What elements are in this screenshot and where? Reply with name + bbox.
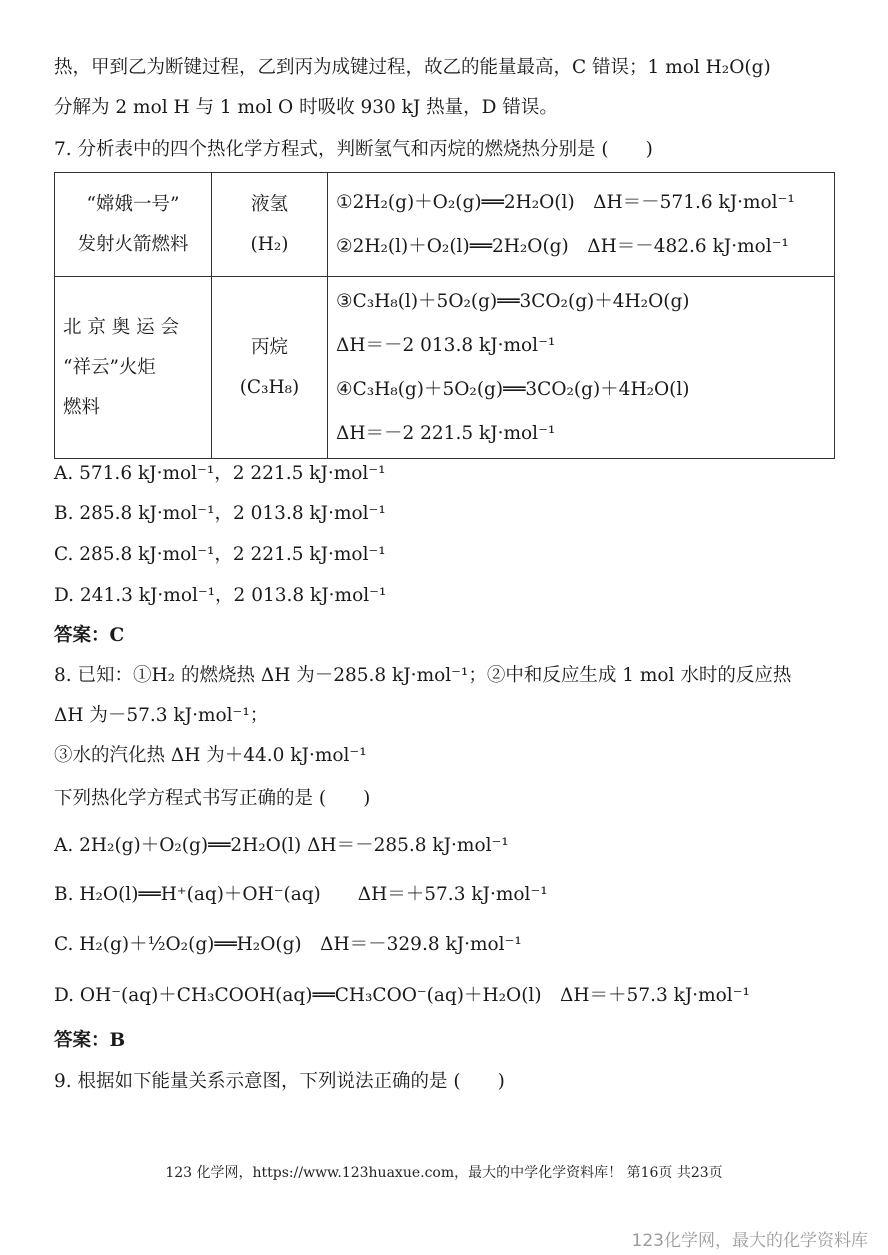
use-text: 燃料 — [63, 396, 101, 418]
use-text: “嫦娥一号” — [86, 193, 180, 215]
q7-option-d: D. 241.3 kJ·mol⁻¹，2 013.8 kJ·mol⁻¹ — [54, 585, 387, 606]
equation-2: ②2H₂(l)＋O₂(l)══2H₂O(g) ΔH＝－482.6 kJ·mol⁻¹ — [336, 235, 789, 257]
table-cell-equations — [328, 277, 835, 459]
question-7-stem: 7. 分析表中的四个热化学方程式，判断氢气和丙烷的燃烧热分别是 ( ) — [54, 139, 653, 160]
site-watermark: 123化学网，最大的化学资料库 — [631, 1231, 868, 1251]
use-text: 北 京 奥 运 会 — [63, 316, 180, 338]
fuel-formula: (H₂) — [250, 233, 289, 255]
question-8-stem-1: 8. 已知：①H₂ 的燃烧热 ΔH 为－285.8 kJ·mol⁻¹；②中和反应生成 1 mol 水时的反应热 — [54, 665, 792, 686]
q8-option-d: D. OH⁻(aq)＋CH₃COOH(aq)══CH₃COO⁻(aq)＋H₂O(l) ΔH＝＋57.3 kJ·mol⁻¹ — [54, 985, 750, 1006]
table-row — [55, 173, 835, 277]
question-8-stem-3: ③水的汽化热 ΔH 为＋44.0 kJ·mol⁻¹ — [54, 745, 367, 766]
table-cell-fuel — [212, 277, 328, 459]
table-cell-use — [55, 277, 212, 459]
q7-answer: 答案：C — [54, 625, 125, 646]
use-text: “祥云”火炬 — [63, 356, 156, 378]
fuel-name: 液氢 — [250, 193, 288, 215]
text-line-2: 分解为 2 mol H 与 1 mol O 时吸收 930 kJ 热量，D 错误。 — [54, 97, 558, 118]
fuel-name: 丙烷 — [250, 336, 288, 358]
table-cell-fuel — [212, 173, 328, 277]
equation-1: ①2H₂(g)＋O₂(g)══2H₂O(l) ΔH＝－571.6 kJ·mol⁻¹ — [336, 191, 795, 213]
text-line-1: 热，甲到乙为断键过程，乙到丙为成键过程，故乙的能量最高，C 错误；1 mol H₂O(g) — [54, 57, 771, 78]
equation-3: ③C₃H₈(l)＋5O₂(g)══3CO₂(g)＋4H₂O(g) — [336, 290, 690, 312]
q7-option-b: B. 285.8 kJ·mol⁻¹，2 013.8 kJ·mol⁻¹ — [54, 503, 386, 524]
q7-option-c: C. 285.8 kJ·mol⁻¹，2 221.5 kJ·mol⁻¹ — [54, 544, 386, 565]
table-row — [55, 277, 835, 459]
q7-option-a: A. 571.6 kJ·mol⁻¹，2 221.5 kJ·mol⁻¹ — [54, 463, 386, 484]
use-text: 发射火箭燃料 — [77, 233, 189, 255]
page-footer: 123 化学网，https://www.123huaxue.com，最大的中学化学资料库！ 第16页 共23页 — [165, 1165, 723, 1181]
question-8-stem-2: ΔH 为－57.3 kJ·mol⁻¹； — [54, 705, 269, 726]
question-9-stem: 9. 根据如下能量关系示意图，下列说法正确的是 ( ) — [54, 1071, 505, 1092]
q8-option-a: A. 2H₂(g)＋O₂(g)══2H₂O(l) ΔH＝－285.8 kJ·mol⁻¹ — [54, 835, 509, 856]
fuel-equation-table — [54, 172, 835, 459]
q8-option-c: C. H₂(g)＋½O₂(g)══H₂O(g) ΔH＝－329.8 kJ·mol⁻¹ — [54, 934, 522, 955]
question-8-stem-4: 下列热化学方程式书写正确的是 ( ) — [54, 788, 371, 809]
table-cell-use — [55, 173, 212, 277]
equation-3-dh: ΔH＝－2 013.8 kJ·mol⁻¹ — [336, 334, 556, 356]
equation-4-dh: ΔH＝－2 221.5 kJ·mol⁻¹ — [336, 422, 556, 444]
q8-option-b: B. H₂O(l)══H⁺(aq)＋OH⁻(aq) ΔH＝＋57.3 kJ·mol⁻¹ — [54, 884, 548, 905]
table-cell-equations — [328, 173, 835, 277]
fuel-formula: (C₃H₈) — [239, 376, 300, 398]
equation-4: ④C₃H₈(g)＋5O₂(g)══3CO₂(g)＋4H₂O(l) — [336, 378, 690, 400]
q8-answer: 答案：B — [54, 1030, 126, 1051]
